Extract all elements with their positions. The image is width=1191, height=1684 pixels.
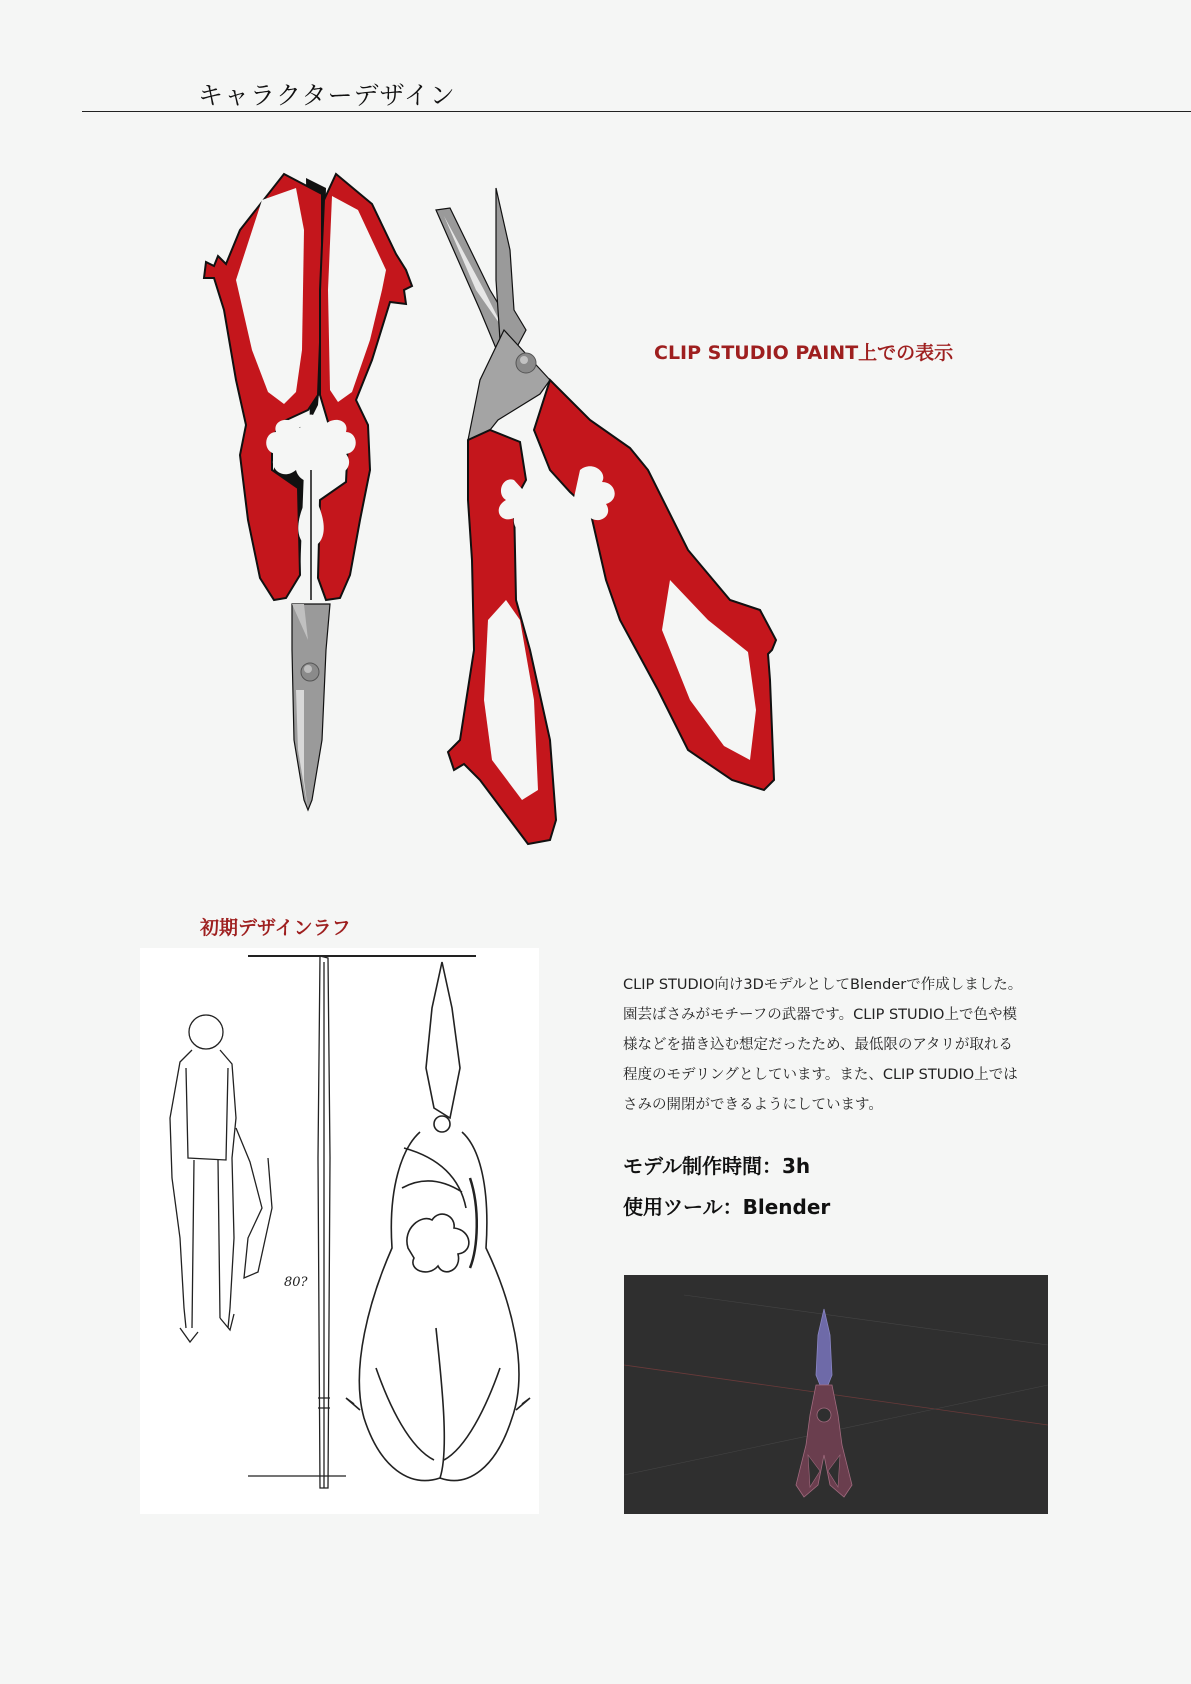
rough-sketch-drawing	[140, 948, 539, 1514]
closed-scissors-render	[200, 170, 460, 870]
open-scissors-blades	[436, 188, 550, 440]
description-line: 園芸ばさみがモチーフの武器です。CLIP STUDIO上で色や模	[623, 1007, 1017, 1023]
open-scissors-handles	[448, 380, 776, 844]
rough-sketch-heading: 初期デザインラフ	[200, 917, 351, 939]
sketch-figure	[170, 1015, 272, 1342]
viewport-drawing	[624, 1275, 1048, 1514]
description-line: CLIP STUDIO向け3DモデルとしてBlenderで作成しました。	[623, 977, 1023, 993]
sketch-scissors	[346, 962, 530, 1481]
closed-scissors-handles	[204, 174, 412, 600]
open-scissors-render	[430, 180, 850, 880]
description-line: 程度のモデリングとしています。また、CLIP STUDIO上では	[623, 1067, 1018, 1083]
description-line: 様などを描き込む想定だったため、最低限のアタリが取れる	[623, 1037, 1013, 1053]
rough-sketch-panel	[140, 948, 539, 1514]
model-time-stat: モデル制作時間：3h	[623, 1154, 811, 1178]
closed-scissors-blades	[292, 604, 330, 810]
tool-stat: 使用ツール：Blender	[623, 1195, 831, 1219]
description-line: さみの開閉ができるようにしています。	[623, 1097, 883, 1113]
viewport-scissors-model	[796, 1309, 852, 1497]
sketch-note-text: 80?	[284, 1275, 308, 1290]
clip-studio-heading: CLIP STUDIO PAINT上での表示	[654, 342, 954, 364]
description-block	[623, 970, 1053, 1120]
blender-viewport-image	[624, 1275, 1048, 1514]
page-title: キャラクターデザイン	[198, 81, 456, 110]
title-divider	[82, 111, 1191, 112]
